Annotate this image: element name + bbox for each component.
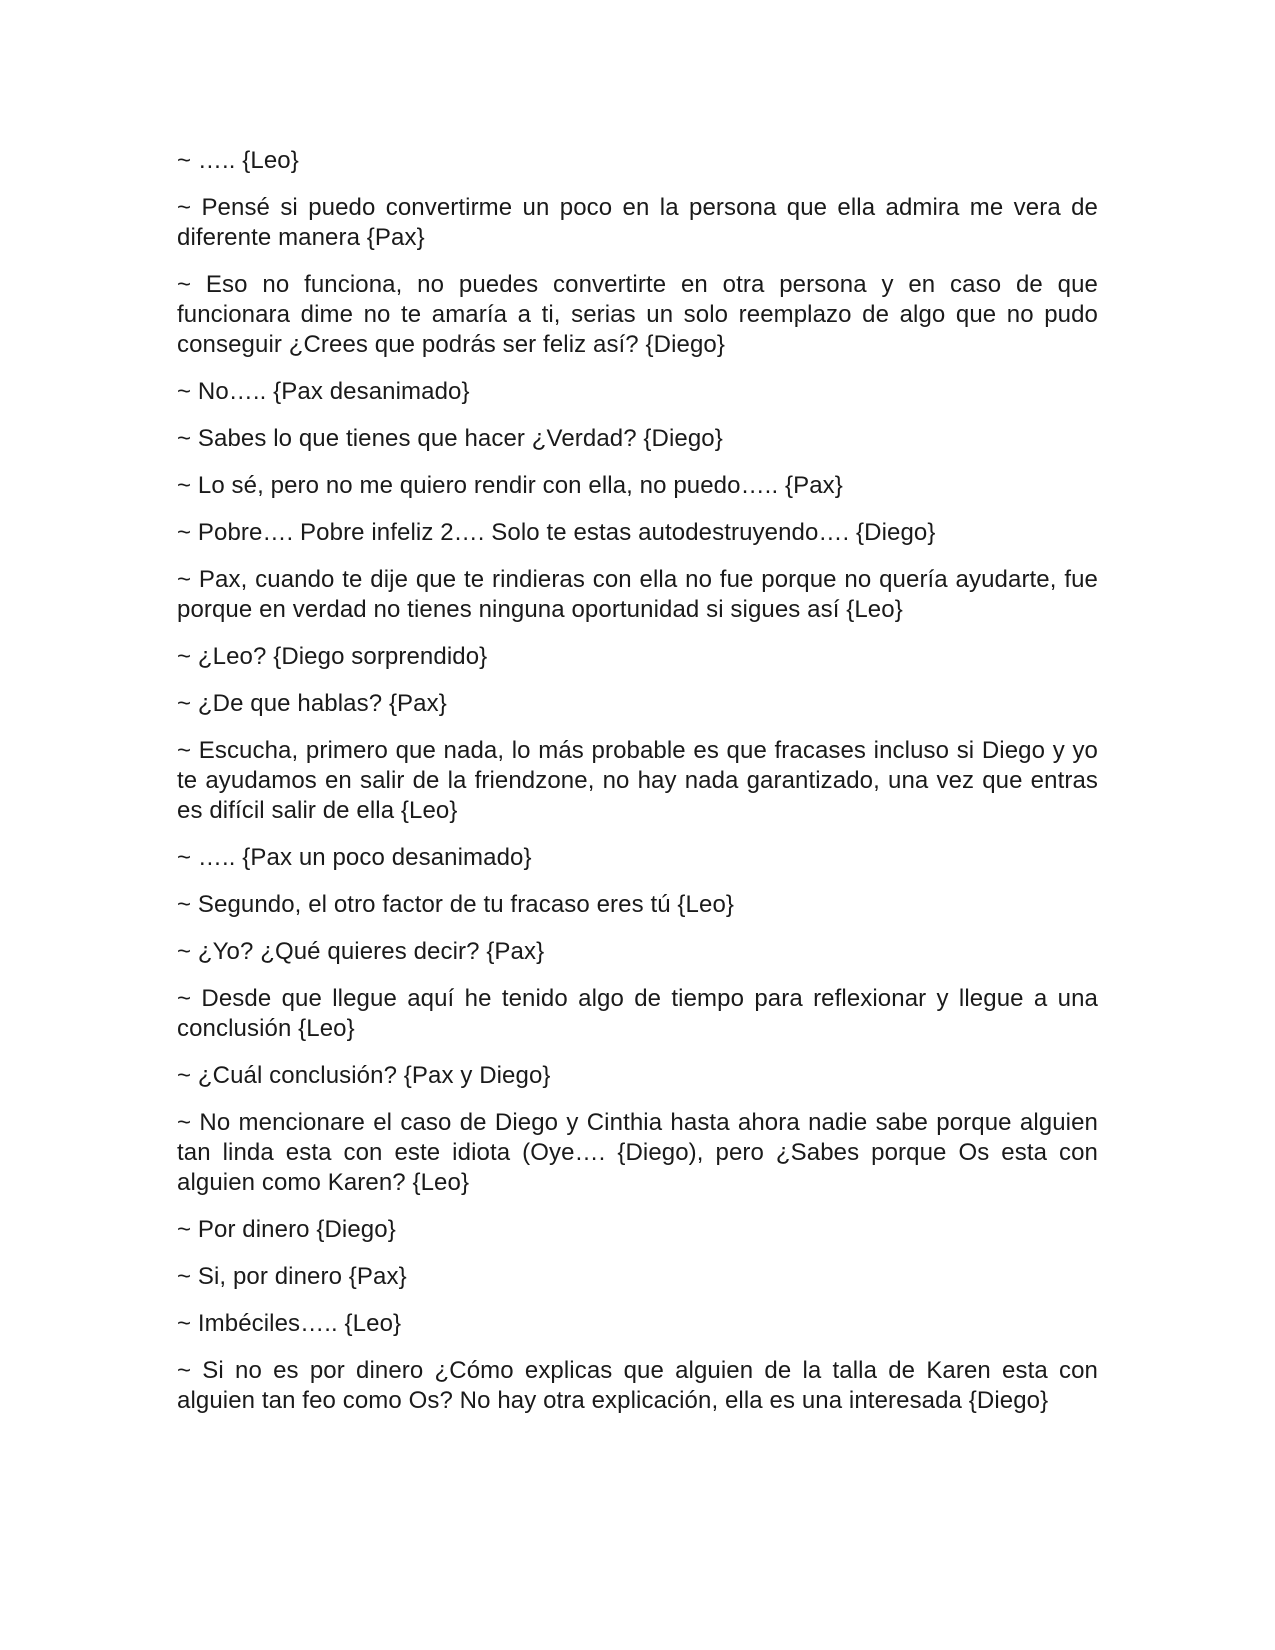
- paragraph: ~ Pensé si puedo convertirme un poco en la persona que ella admira me vera de diferente manera {Pax}: [177, 194, 1098, 251]
- paragraph: ~ Por dinero {Diego}: [177, 1216, 396, 1243]
- paragraph: ~ ¿De que hablas? {Pax}: [177, 690, 447, 717]
- paragraph: ~ No….. {Pax desanimado}: [177, 378, 470, 405]
- paragraph: ~ Imbéciles….. {Leo}: [177, 1310, 402, 1337]
- paragraph: ~ ¿Yo? ¿Qué quieres decir? {Pax}: [177, 938, 545, 965]
- paragraph: ~ ¿Cuál conclusión? {Pax y Diego}: [177, 1062, 551, 1089]
- document-body: [177, 146, 1098, 1433]
- paragraph: ~ Desde que llegue aquí he tenido algo de tiempo para reflexionar y llegue a una conclusión {Leo}: [177, 985, 1098, 1042]
- paragraph: ~ Escucha, primero que nada, lo más probable es que fracases incluso si Diego y yo te ayudamos en salir de la friendzone, no hay nada garantizado, una vez que entras es difícil salir de ella {Leo}: [177, 737, 1098, 824]
- paragraph: ~ Si no es por dinero ¿Cómo explicas que alguien de la talla de Karen esta con alguien tan feo como Os? No hay otra explicación, ella es una interesada {Diego}: [177, 1357, 1098, 1414]
- paragraph: ~ Si, por dinero {Pax}: [177, 1263, 407, 1290]
- paragraph: ~ Pax, cuando te dije que te rindieras con ella no fue porque no quería ayudarte, fue porque en verdad no tienes ninguna oportunidad si sigues así {Leo}: [177, 566, 1098, 623]
- paragraph: ~ Lo sé, pero no me quiero rendir con ella, no puedo….. {Pax}: [177, 472, 843, 499]
- paragraph: ~ ….. {Pax un poco desanimado}: [177, 844, 532, 871]
- paragraph: ~ ¿Leo? {Diego sorprendido}: [177, 643, 488, 670]
- paragraph: ~ ….. {Leo}: [177, 147, 299, 174]
- paragraph: ~ Segundo, el otro factor de tu fracaso eres tú {Leo}: [177, 891, 735, 918]
- paragraph: ~ Sabes lo que tienes que hacer ¿Verdad? {Diego}: [177, 425, 723, 452]
- paragraph: ~ Pobre…. Pobre infeliz 2…. Solo te estas autodestruyendo…. {Diego}: [177, 519, 936, 546]
- paragraph: ~ No mencionare el caso de Diego y Cinthia hasta ahora nadie sabe porque alguien tan linda esta con este idiota (Oye…. {Diego), pero ¿Sabes porque Os esta con alguien como Karen? {Leo}: [177, 1109, 1098, 1196]
- paragraph: ~ Eso no funciona, no puedes convertirte en otra persona y en caso de que funcionara dime no te amaría a ti, serias un solo reemplazo de algo que no pudo conseguir ¿Crees que podrás ser feliz así? {Diego}: [177, 271, 1098, 358]
